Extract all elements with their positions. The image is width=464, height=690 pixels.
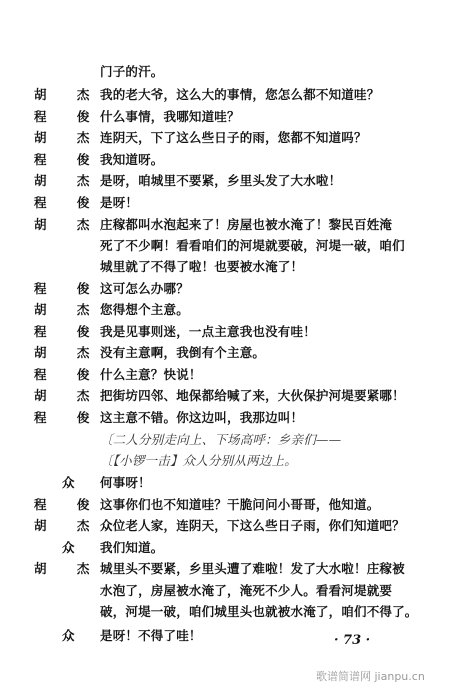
speaker-name: 众: [62, 540, 88, 555]
speaker-name: 程 俊: [34, 367, 103, 382]
dialogue-text: 连阴天，下了这么些日子的雨，您都不知道吗？: [100, 130, 367, 145]
dialogue-line: [0, 236, 464, 256]
stage-direction: 〔【小锣一击】众人分别从两边上。: [100, 453, 297, 468]
speaker-name: 胡 杰: [34, 87, 103, 102]
dialogue-text: 我是见事则迷，一点主意我也没有哇！: [100, 324, 316, 339]
dialogue-line: [0, 279, 464, 299]
dialogue-text: 众位老人家，连阴天，下这么些日子雨，你们知道吧？: [100, 518, 405, 533]
dialogue-line: [0, 257, 464, 277]
speaker-name: 程 俊: [34, 497, 103, 512]
speaker-name: 程 俊: [34, 152, 103, 167]
dialogue-line: [0, 626, 464, 646]
dialogue-text: 城里头不要紧，乡里头遭了难啦！发了大水啦！庄稼被: [100, 561, 405, 576]
dialogue-text: 庄稼都叫水泡起来了！房屋也被水淹了！黎民百姓淹: [100, 217, 393, 232]
dialogue-text: 何事呀！: [100, 475, 151, 490]
dialogue-text: 把街坊四邻、地保都给喊了来，大伙保护河堤要紧哪！: [100, 388, 405, 403]
speaker-name: 胡 杰: [34, 345, 103, 360]
stage-direction: 〔二人分别走向上、下场高呼：乡亲们——: [100, 432, 342, 447]
speaker-name: 胡 杰: [34, 561, 103, 576]
dialogue-line: [0, 602, 464, 622]
dialogue-text: 我知道呀。: [100, 152, 164, 167]
dialogue-text: 这主意不错。你这边叫，我那边叫！: [100, 410, 304, 425]
speaker-name: 胡 杰: [34, 388, 103, 403]
dialogue-line: [0, 538, 464, 558]
dialogue-line: [0, 300, 464, 320]
speaker-name: 胡 杰: [34, 302, 103, 317]
dialogue-line: [0, 322, 464, 342]
speaker-name: 众: [62, 628, 88, 643]
dialogue-line: [0, 473, 464, 493]
dialogue-text: 这事你们也不知道哇？干脆问问小哥哥，他知道。: [100, 497, 380, 512]
dialogue-text: 水泡了，房屋被水淹了，淹死不少人。看看河堤就要: [100, 583, 393, 598]
dialogue-line: [0, 581, 464, 601]
dialogue-text: 什么事情，我哪知道哇？: [100, 109, 240, 124]
dialogue-line: [0, 451, 464, 471]
speaker-name: 胡 杰: [34, 173, 103, 188]
watermark: 歌谱简谱网 jianpu.cn: [316, 670, 425, 683]
dialogue-text: 什么主意？快说！: [100, 367, 202, 382]
dialogue-line: [0, 430, 464, 450]
dialogue-line: [0, 85, 464, 105]
dialogue-line: [0, 215, 464, 235]
dialogue-line: [0, 559, 464, 579]
dialogue-text: 死了不少啊！看看咱们的河堤就要破，河堤一破，咱们: [100, 238, 405, 253]
dialogue-line: [0, 150, 464, 170]
dialogue-text: 没有主意啊，我倒有个主意。: [100, 345, 266, 360]
dialogue-line: [0, 386, 464, 406]
dialogue-text: 是呀！: [100, 195, 139, 210]
dialogue-text: 是呀！不得了哇！: [100, 628, 202, 643]
dialogue-line: [0, 193, 464, 213]
speaker-name: 胡 杰: [34, 130, 103, 145]
dialogue-line: [0, 408, 464, 428]
speaker-name: 程 俊: [34, 324, 103, 339]
speaker-name: 胡 杰: [34, 217, 103, 232]
dialogue-text: 我的老大爷，这么大的事情，您怎么都不知道哇？: [100, 87, 380, 102]
dialogue-line: [0, 343, 464, 363]
speaker-name: 程 俊: [34, 195, 103, 210]
dialogue-text: 城里就了不得了啦！也要被水淹了！: [100, 259, 304, 274]
dialogue-text: 破，河堤一破，咱们城里头也就被水淹了，咱们不得了。: [100, 604, 418, 619]
dialogue-text: 是呀，咱城里不要紧，乡里头发了大水啦！: [100, 173, 342, 188]
dialogue-text: 我们知道。: [100, 540, 164, 555]
dialogue-line: [0, 107, 464, 127]
dialogue-text: 门子的汗。: [100, 64, 164, 79]
speaker-name: 众: [62, 475, 88, 490]
dialogue-line: [0, 516, 464, 536]
dialogue-line: [0, 365, 464, 385]
dialogue-text: 您得想个主意。: [100, 302, 189, 317]
dialogue-text: 这可怎么办哪？: [100, 281, 189, 296]
speaker-name: 程 俊: [34, 109, 103, 124]
dialogue-line: [0, 495, 464, 515]
speaker-name: 程 俊: [34, 281, 103, 296]
dialogue-line: [0, 171, 464, 191]
speaker-name: 程 俊: [34, 410, 103, 425]
page-number: · 73 ·: [334, 633, 371, 648]
dialogue-line: [0, 128, 464, 148]
speaker-name: 胡 杰: [34, 518, 103, 533]
dialogue-line: [0, 62, 464, 82]
